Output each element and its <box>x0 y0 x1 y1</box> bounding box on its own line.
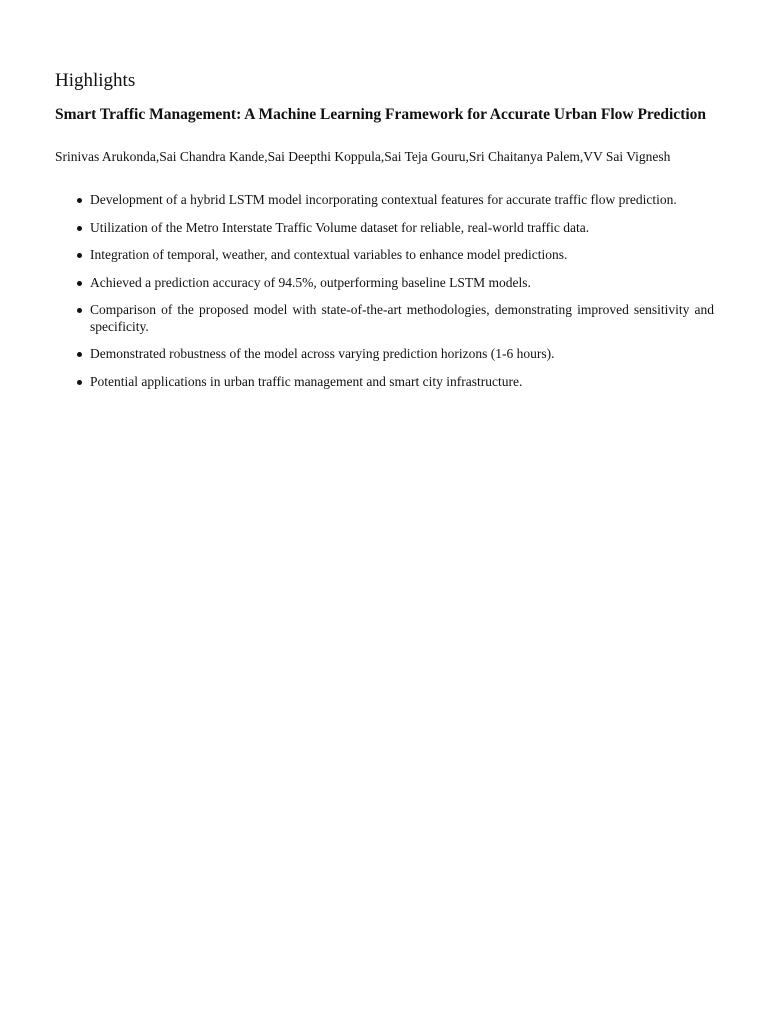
highlight-item <box>55 275 714 292</box>
bullet-icon <box>77 226 82 231</box>
highlight-text: Development of a hybrid LSTM model incorporating contextual features for accurate traffic flow prediction. <box>90 192 677 207</box>
bullet-icon <box>77 308 82 313</box>
bullet-icon <box>77 352 82 357</box>
highlight-text: Potential applications in urban traffic management and smart city infrastructure. <box>90 373 523 389</box>
highlight-item <box>55 247 714 264</box>
highlight-item <box>55 302 714 335</box>
highlights-list <box>55 192 714 401</box>
bullet-icon <box>77 253 82 258</box>
paper-title: Smart Traffic Management: A Machine Learning Framework for Accurate Urban Flow Prediction <box>55 106 707 123</box>
highlight-text: Achieved a prediction accuracy of 94.5%, outperforming baseline LSTM models. <box>90 274 531 290</box>
bullet-icon <box>77 380 82 385</box>
section-heading: Highlights <box>55 70 136 91</box>
highlight-item <box>55 374 714 391</box>
highlight-item <box>55 192 714 209</box>
highlight-item <box>55 346 714 363</box>
bullet-icon <box>77 281 82 286</box>
author-list: Srinivas Arukonda,Sai Chandra Kande,Sai Deepthi Koppula,Sai Teja Gouru,Sri Chaitanya Palem,VV Sai Vignesh <box>55 149 671 164</box>
highlight-text: Demonstrated robustness of the model across varying prediction horizons (1-6 hours). <box>90 346 555 361</box>
highlight-text: Integration of temporal, weather, and contextual variables to enhance model predictions. <box>90 247 568 262</box>
highlight-text: Comparison of the proposed model with state-of-the-art methodologies, demonstrating improved sensitivity and specificity. <box>90 302 714 334</box>
bullet-icon <box>77 198 82 203</box>
highlight-item <box>55 220 714 237</box>
highlight-text: Utilization of the Metro Interstate Traffic Volume dataset for reliable, real-world traffic data. <box>90 219 590 235</box>
